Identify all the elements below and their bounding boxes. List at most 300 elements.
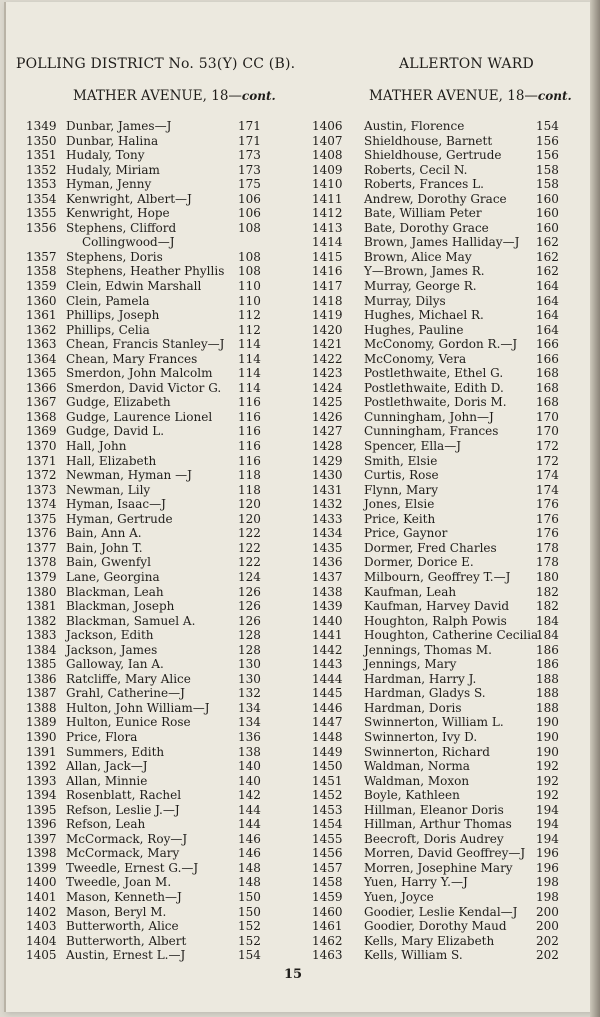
house-number: 112: [238, 322, 261, 337]
elector-number: 1370: [26, 439, 57, 454]
elector-number: 1410: [312, 177, 343, 192]
voter-entry: [26, 512, 306, 527]
elector-number: 1449: [312, 744, 343, 759]
elector-name: Postlethwaite, Edith D.: [364, 380, 504, 395]
elector-number: 1462: [312, 933, 343, 948]
elector-number: 1409: [312, 162, 343, 177]
house-number: 152: [238, 919, 261, 934]
voter-entry: [308, 817, 588, 832]
elector-name: Jennings, Thomas M.: [364, 642, 492, 657]
elector-number: 1420: [312, 322, 343, 337]
voter-entry: [26, 759, 306, 774]
house-number: 154: [238, 948, 261, 963]
house-number: 166: [536, 337, 559, 352]
voter-entry: [26, 134, 306, 149]
elector-name: Shieldhouse, Gertrude: [364, 148, 502, 163]
elector-number: 1349: [26, 119, 57, 133]
elector-name: Hulton, John William—J: [66, 700, 210, 715]
elector-name: Yuen, Harry Y.—J: [364, 875, 468, 890]
house-number: 162: [536, 249, 559, 264]
elector-name: Lane, Georgina: [66, 569, 160, 584]
voter-entry: [308, 701, 588, 716]
house-number: 144: [238, 802, 261, 817]
elector-name: Bain, Gwenfyl: [66, 555, 151, 570]
voter-entry: [26, 846, 306, 861]
voter-entry: [26, 948, 306, 963]
elector-name: Hall, John: [66, 439, 127, 454]
elector-number: 1438: [312, 584, 343, 599]
elector-number: 1386: [26, 671, 57, 686]
voter-entry: [26, 192, 306, 207]
voter-entry: [26, 352, 306, 367]
house-number: 148: [238, 860, 261, 875]
house-number: 114: [238, 337, 261, 352]
house-number: 116: [238, 424, 261, 439]
elector-name: Brown, Alice May: [364, 249, 472, 264]
elector-number: 1357: [26, 249, 57, 264]
elector-name: Postlethwaite, Doris M.: [364, 395, 507, 410]
voter-entry: [26, 570, 306, 585]
voter-entry: [26, 410, 306, 425]
elector-name: Jones, Elsie: [364, 497, 435, 512]
elector-number: 1418: [312, 293, 343, 308]
elector-number: 1427: [312, 424, 343, 439]
voter-entry: [308, 570, 588, 585]
elector-name: Tweedle, Joan M.: [66, 875, 172, 890]
elector-number: 1415: [312, 249, 343, 264]
house-number: 190: [536, 715, 559, 730]
house-number: 128: [238, 628, 261, 643]
elector-number: 1448: [312, 729, 343, 744]
voter-entry: [26, 424, 306, 439]
elector-name: Swinnerton, William L.: [364, 715, 504, 730]
voter-entry: [308, 148, 588, 163]
elector-number: 1378: [26, 555, 57, 570]
house-number: 138: [238, 744, 261, 759]
elector-number: 1407: [312, 133, 343, 148]
elector-name: Roberts, Cecil N.: [364, 162, 468, 177]
house-number: 186: [536, 642, 559, 657]
voter-entry: [308, 250, 588, 265]
elector-number: 1372: [26, 468, 57, 483]
elector-number: 1376: [26, 526, 57, 541]
elector-name: Mason, Beryl M.: [66, 904, 167, 919]
elector-number: 1392: [26, 759, 57, 774]
elector-number: 1431: [312, 482, 343, 497]
elector-number: 1373: [26, 482, 57, 497]
house-number: 190: [536, 729, 559, 744]
elector-name: Kaufman, Leah: [364, 584, 457, 599]
voter-entry: [26, 541, 306, 556]
elector-number: 1394: [26, 788, 57, 803]
elector-number: 1402: [26, 904, 57, 919]
voter-entry: [308, 555, 588, 570]
house-number: 136: [238, 729, 261, 744]
voter-entry: [308, 454, 588, 469]
street-heading-left: [73, 88, 276, 104]
elector-number: 1422: [312, 351, 343, 366]
voter-entry: [26, 454, 306, 469]
house-number: 200: [536, 904, 559, 919]
elector-number: 1374: [26, 497, 57, 512]
elector-number: 1353: [26, 177, 57, 192]
elector-name: Austin, Florence: [364, 119, 465, 133]
house-number: 164: [536, 322, 559, 337]
voter-entry: [26, 177, 306, 192]
voter-entry: [26, 497, 306, 512]
elector-number: 1398: [26, 846, 57, 861]
elector-name: Milbourn, Geoffrey T.—J: [364, 569, 511, 584]
house-number: 106: [238, 191, 261, 206]
voter-entry: [26, 526, 306, 541]
house-number: 202: [536, 948, 559, 963]
elector-number: 1413: [312, 220, 343, 235]
elector-number: 1452: [312, 788, 343, 803]
house-number: 168: [536, 366, 559, 381]
voter-entry: [308, 221, 588, 236]
voter-entry: [308, 497, 588, 512]
voter-entry: [26, 264, 306, 279]
elector-name: Hardman, Doris: [364, 700, 462, 715]
house-number: 118: [238, 482, 261, 497]
elector-number: 1424: [312, 380, 343, 395]
voter-entry: [308, 657, 588, 672]
voter-entry: [308, 774, 588, 789]
house-number: 173: [238, 148, 261, 163]
elector-number: 1396: [26, 817, 57, 832]
voter-entry: [26, 308, 306, 323]
house-number: 171: [238, 119, 261, 133]
elector-number: 1368: [26, 409, 57, 424]
elector-name: Stephens, Clifford: [66, 220, 177, 235]
house-number: 126: [238, 584, 261, 599]
voter-entry: [26, 745, 306, 760]
elector-name: McConomy, Gordon R.—J: [364, 337, 518, 352]
elector-name: Newman, Hyman —J: [66, 468, 192, 483]
house-number: 164: [536, 308, 559, 323]
house-number: 150: [238, 889, 261, 904]
elector-number: 1377: [26, 540, 57, 555]
polling-district-title: POLLING DISTRICT No. 53(Y) CC (B).: [16, 56, 296, 72]
voter-entry: [308, 861, 588, 876]
house-number: 114: [238, 380, 261, 395]
house-number: 130: [238, 657, 261, 672]
elector-number: 1379: [26, 569, 57, 584]
house-number: 164: [536, 279, 559, 294]
house-number: 192: [536, 788, 559, 803]
house-number: 176: [536, 511, 559, 526]
house-number: 130: [238, 671, 261, 686]
voter-entry: [308, 614, 588, 629]
elector-number: 1426: [312, 409, 343, 424]
elector-name: Bain, Ann A.: [66, 526, 142, 541]
voter-entry: [26, 599, 306, 614]
house-number: 128: [238, 642, 261, 657]
house-number: 178: [536, 555, 559, 570]
elector-name: Brown, James Halliday—J: [364, 235, 520, 250]
voter-entry: [26, 250, 306, 265]
voter-entry: [308, 323, 588, 338]
elector-name: Hudaly, Tony: [66, 148, 145, 163]
elector-name: Stephens, Heather Phyllis: [66, 264, 225, 279]
voter-entry: [26, 366, 306, 381]
house-number: 112: [238, 308, 261, 323]
elector-name: Hillman, Arthur Thomas: [364, 817, 512, 832]
house-number: 134: [238, 715, 261, 730]
voter-entry: [26, 148, 306, 163]
elector-number: 1366: [26, 380, 57, 395]
elector-number: 1463: [312, 948, 343, 963]
house-number: 156: [536, 133, 559, 148]
voter-entry: [26, 163, 306, 178]
elector-number: 1385: [26, 657, 57, 672]
elector-name: McCormack, Roy—J: [66, 831, 188, 846]
elector-number: 1421: [312, 337, 343, 352]
elector-number: 1412: [312, 206, 343, 221]
voter-entry: [308, 526, 588, 541]
elector-number: 1436: [312, 555, 343, 570]
elector-number: 1397: [26, 831, 57, 846]
house-number: 194: [536, 817, 559, 832]
house-number: 146: [238, 846, 261, 861]
elector-name: Phillips, Celia: [66, 322, 150, 337]
voter-entry: [308, 163, 588, 178]
elector-number: 1406: [312, 119, 343, 133]
house-number: 162: [536, 264, 559, 279]
elector-name: Mason, Kenneth—J: [66, 889, 182, 904]
elector-number: 1450: [312, 759, 343, 774]
elector-name: Roberts, Frances L.: [364, 177, 484, 192]
house-number: 171: [238, 133, 261, 148]
street-name: MATHER AVENUE, 18—: [73, 88, 242, 104]
elector-number: 1352: [26, 162, 57, 177]
elector-name: Spencer, Ella—J: [364, 439, 462, 454]
house-number: 108: [238, 220, 261, 235]
elector-number: 1375: [26, 511, 57, 526]
voter-entry: [308, 643, 588, 658]
elector-number: 1432: [312, 497, 343, 512]
voter-entry: [26, 905, 306, 920]
elector-number: 1419: [312, 308, 343, 323]
house-number: 188: [536, 686, 559, 701]
elector-number: 1430: [312, 468, 343, 483]
house-number: 108: [238, 264, 261, 279]
elector-name: Gudge, Elizabeth: [66, 395, 171, 410]
elector-name: Phillips, Joseph: [66, 308, 160, 323]
voter-entry: [308, 483, 588, 498]
elector-number: 1433: [312, 511, 343, 526]
voter-entry: [26, 235, 306, 250]
elector-number: 1355: [26, 206, 57, 221]
voter-entry: [26, 294, 306, 309]
house-number: 192: [536, 759, 559, 774]
voter-entry: [308, 919, 588, 934]
elector-name: Houghton, Catherine Cecilia: [364, 628, 539, 643]
house-number: 178: [536, 540, 559, 555]
voter-entry: [308, 512, 588, 527]
register-page: [4, 2, 594, 1012]
elector-number: 1390: [26, 729, 57, 744]
elector-name: Morren, David Geoffrey—J: [364, 846, 526, 861]
elector-name: Shieldhouse, Barnett: [364, 133, 493, 148]
elector-number: 1460: [312, 904, 343, 919]
house-number: 110: [238, 279, 261, 294]
voter-entry: [26, 555, 306, 570]
house-number: 122: [238, 555, 261, 570]
elector-name: Dormer, Dorice E.: [364, 555, 474, 570]
elector-number: 1461: [312, 919, 343, 934]
elector-number: 1458: [312, 875, 343, 890]
house-number: 116: [238, 453, 261, 468]
elector-name: Bate, Dorothy Grace: [364, 220, 489, 235]
elector-name: Jennings, Mary: [364, 657, 457, 672]
elector-name: Andrew, Dorothy Grace: [364, 191, 507, 206]
voter-entry: [26, 875, 306, 890]
elector-number: 1356: [26, 220, 57, 235]
house-number: 114: [238, 351, 261, 366]
elector-name: Morren, Josephine Mary: [364, 860, 513, 875]
elector-name: Butterworth, Alice: [66, 919, 179, 934]
elector-name: Refson, Leah: [66, 817, 146, 832]
house-number: 176: [536, 526, 559, 541]
voter-entry: [26, 832, 306, 847]
elector-number: 1369: [26, 424, 57, 439]
voter-entry: [308, 192, 588, 207]
elector-name: Kenwright, Albert—J: [66, 191, 192, 206]
house-number: 126: [238, 599, 261, 614]
right-column: [308, 119, 588, 963]
house-number: 192: [536, 773, 559, 788]
voter-entry: [308, 235, 588, 250]
elector-name: Postlethwaite, Ethel G.: [364, 366, 504, 381]
elector-name: Smerdon, David Victor G.: [66, 380, 222, 395]
elector-number: 1443: [312, 657, 343, 672]
page-number: 15: [284, 967, 303, 982]
elector-number: 1455: [312, 831, 343, 846]
voter-entry: [26, 483, 306, 498]
elector-name: Blackman, Joseph: [66, 599, 175, 614]
elector-name: Galloway, Ian A.: [66, 657, 164, 672]
house-number: 196: [536, 846, 559, 861]
voter-entry: [308, 948, 588, 963]
elector-name: Flynn, Mary: [364, 482, 438, 497]
elector-name: Clein, Edwin Marshall: [66, 279, 202, 294]
elector-number: 1459: [312, 889, 343, 904]
house-number: 168: [536, 395, 559, 410]
elector-name: Chean, Francis Stanley—J: [66, 337, 225, 352]
house-number: 170: [536, 409, 559, 424]
house-number: 160: [536, 220, 559, 235]
voter-entry: [26, 788, 306, 803]
elector-number: 1363: [26, 337, 57, 352]
voter-entry: [26, 861, 306, 876]
voter-entry: [308, 279, 588, 294]
elector-name: Grahl, Catherine—J: [66, 686, 185, 701]
house-number: 114: [238, 366, 261, 381]
elector-name: Kenwright, Hope: [66, 206, 170, 221]
elector-number: 1457: [312, 860, 343, 875]
elector-number: 1454: [312, 817, 343, 832]
elector-number: 1365: [26, 366, 57, 381]
elector-name: Murray, George R.: [364, 279, 477, 294]
voter-entry: [26, 614, 306, 629]
voter-entry: [308, 366, 588, 381]
voter-entry: [308, 352, 588, 367]
house-number: 170: [536, 424, 559, 439]
elector-number: 1425: [312, 395, 343, 410]
elector-name: Summers, Edith: [66, 744, 165, 759]
voter-entry: [308, 119, 588, 134]
elector-name: Blackman, Samuel A.: [66, 613, 196, 628]
elector-number: 1380: [26, 584, 57, 599]
house-number: 190: [536, 744, 559, 759]
house-number: 134: [238, 700, 261, 715]
elector-number: 1447: [312, 715, 343, 730]
elector-name: Allan, Minnie: [66, 773, 148, 788]
house-number: 122: [238, 540, 261, 555]
elector-number: 1401: [26, 889, 57, 904]
elector-number: 1435: [312, 540, 343, 555]
voter-entry: [308, 468, 588, 483]
elector-name: Collingwood—J: [82, 235, 175, 250]
elector-name: Ratcliffe, Mary Alice: [66, 671, 191, 686]
voter-entry: [26, 934, 306, 949]
elector-number: 1382: [26, 613, 57, 628]
elector-name: Dunbar, James—J: [66, 119, 172, 133]
voter-entry: [308, 905, 588, 920]
elector-number: 1381: [26, 599, 57, 614]
elector-name: Cunningham, John—J: [364, 409, 494, 424]
voter-entry: [308, 206, 588, 221]
elector-name: Kells, Mary Elizabeth: [364, 933, 495, 948]
elector-number: 1405: [26, 948, 57, 963]
house-number: 120: [238, 511, 261, 526]
elector-number: 1408: [312, 148, 343, 163]
house-number: 150: [238, 904, 261, 919]
house-number: 164: [536, 293, 559, 308]
elector-name: Murray, Dilys: [364, 293, 446, 308]
house-number: 116: [238, 409, 261, 424]
house-number: 172: [536, 453, 559, 468]
ward-title: ALLERTON WARD: [399, 56, 534, 72]
elector-number: 1358: [26, 264, 57, 279]
voter-entry: [308, 381, 588, 396]
elector-number: 1364: [26, 351, 57, 366]
voter-entry: [308, 846, 588, 861]
voter-entry: [26, 323, 306, 338]
house-number: 108: [238, 249, 261, 264]
elector-number: 1445: [312, 686, 343, 701]
cont-label: cont.: [537, 89, 572, 103]
elector-number: 1414: [312, 235, 343, 250]
house-number: 124: [238, 569, 261, 584]
elector-number: 1403: [26, 919, 57, 934]
elector-name: Swinnerton, Ivy D.: [364, 729, 478, 744]
house-number: 194: [536, 831, 559, 846]
house-number: 198: [536, 889, 559, 904]
voter-entry: [308, 803, 588, 818]
elector-name: Hulton, Eunice Rose: [66, 715, 191, 730]
elector-name: Hudaly, Miriam: [66, 162, 160, 177]
elector-name: Butterworth, Albert: [66, 933, 187, 948]
elector-name: Hillman, Eleanor Doris: [364, 802, 504, 817]
voter-entry: [26, 803, 306, 818]
house-number: 118: [238, 468, 261, 483]
house-number: 196: [536, 860, 559, 875]
house-number: 184: [536, 613, 559, 628]
voter-entry: [26, 337, 306, 352]
elector-number: 1429: [312, 453, 343, 468]
